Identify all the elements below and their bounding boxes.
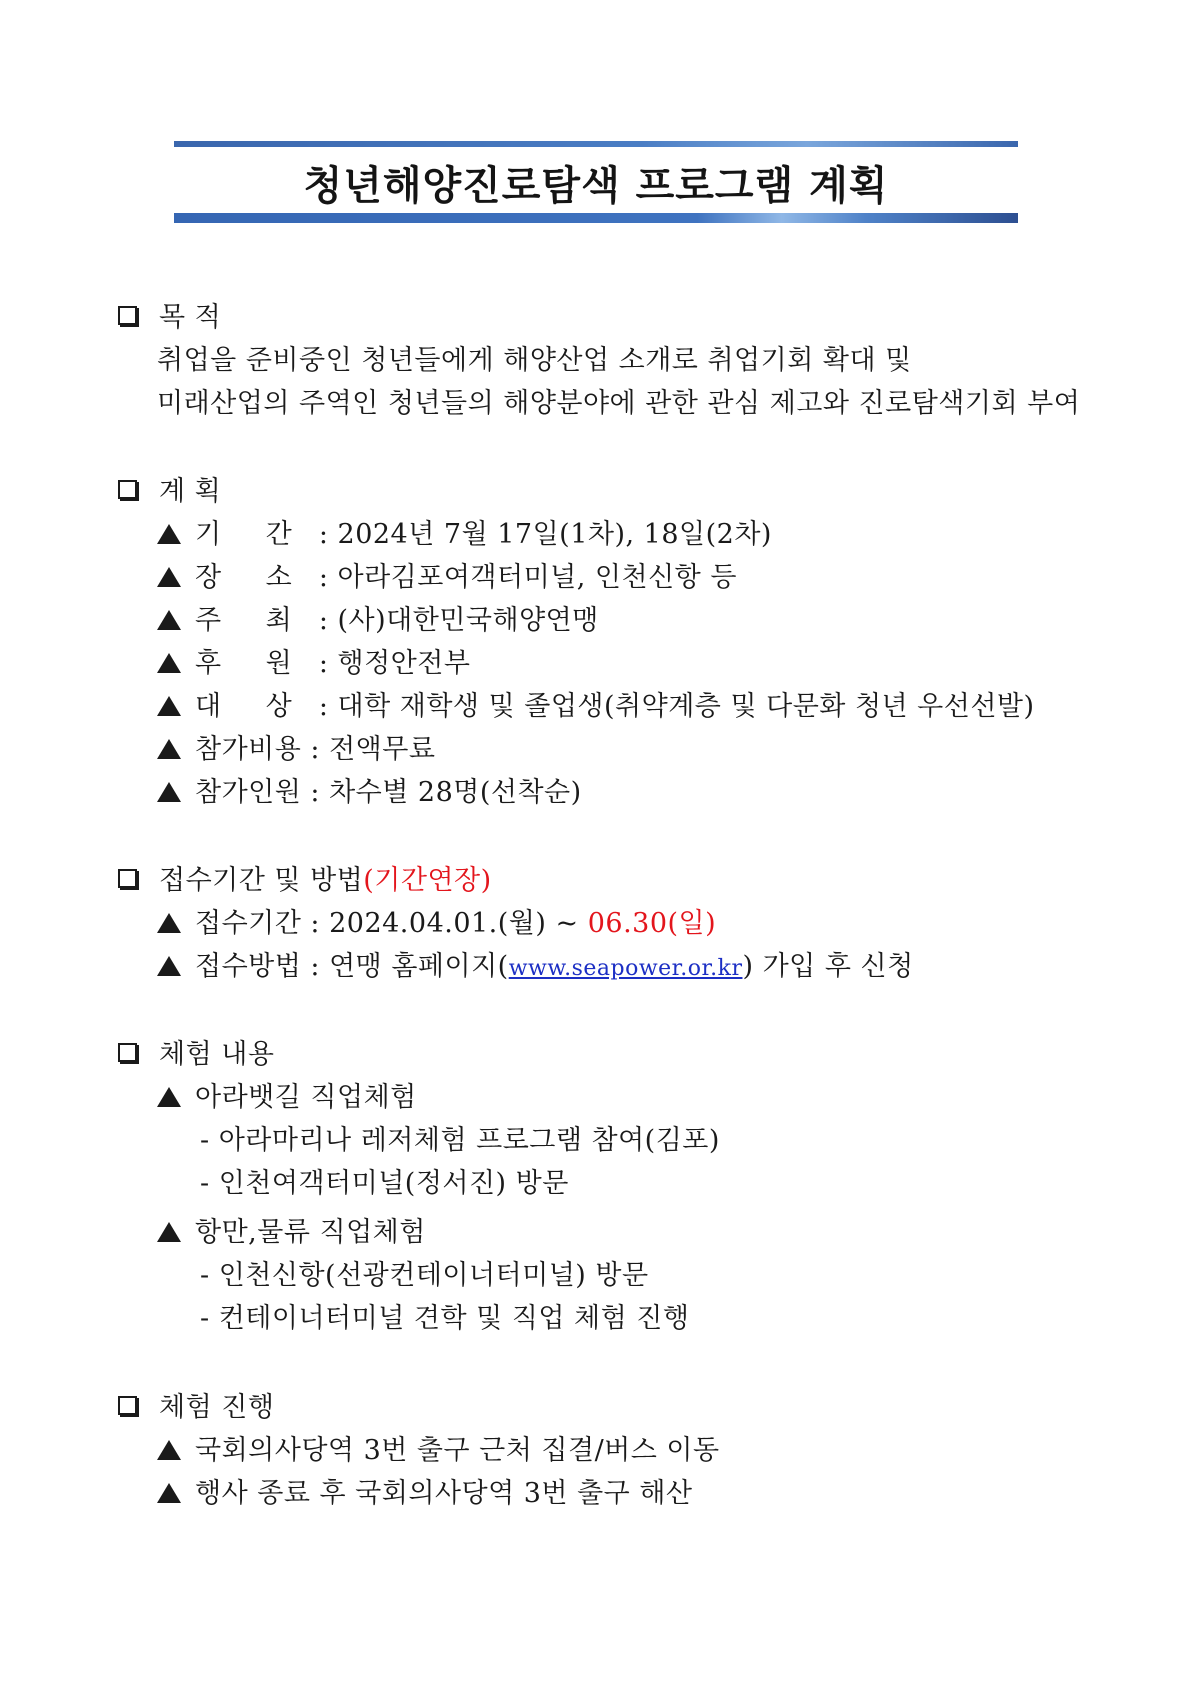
experience-group-1: 아라뱃길 직업체험	[157, 1080, 417, 1116]
checkbox-bullet-icon	[118, 1396, 137, 1415]
registration-period: 접수기간 : 2024.04.01.(월) ~ 06.30(일)	[157, 906, 716, 942]
progress-item-2: 행사 종료 후 국회의사당역 3번 출구 해산	[157, 1476, 693, 1512]
experience-group-2-sub-1: - 인천신항(선광컨테이너터미널) 방문	[200, 1260, 649, 1291]
registration-method: 접수방법 : 연맹 홈페이지(www.seapower.or.kr) 가입 후 신청	[157, 949, 914, 987]
triangle-bullet-icon	[157, 1087, 181, 1107]
checkbox-bullet-icon	[118, 480, 137, 499]
progress-item-1: 국회의사당역 3번 출구 근처 집결/버스 이동	[157, 1433, 720, 1469]
purpose-line-1: 취업을 준비중인 청년들에게 해양산업 소개로 취업기회 확대 및	[157, 345, 912, 376]
plan-item-fee: 참가비용 : 전액무료	[157, 732, 435, 768]
checkbox-bullet-icon	[118, 1043, 137, 1062]
website-link[interactable]: www.seapower.or.kr	[508, 956, 743, 981]
plan-item-target: 대 상 : 대학 재학생 및 졸업생(취약계층 및 다문화 청년 우선선발)	[157, 689, 1035, 725]
triangle-bullet-icon	[157, 1222, 181, 1242]
triangle-bullet-icon	[157, 567, 181, 587]
triangle-bullet-icon	[157, 739, 181, 759]
section-progress-heading: 체험 진행	[118, 1390, 274, 1426]
triangle-bullet-icon	[157, 913, 181, 933]
section-purpose-heading: 목 적	[118, 300, 221, 336]
experience-group-2-sub-2: - 컨테이너터미널 견학 및 직업 체험 진행	[200, 1303, 690, 1334]
triangle-bullet-icon	[157, 610, 181, 630]
plan-item-host: 주 최 : (사)대한민국해양연맹	[157, 603, 599, 639]
checkbox-bullet-icon	[118, 306, 137, 325]
plan-item-place: 장 소 : 아라김포여객터미널, 인천신항 등	[157, 560, 737, 596]
plan-item-sponsor: 후 원 : 행정안전부	[157, 646, 470, 682]
section-experience-heading: 체험 내용	[118, 1037, 274, 1073]
triangle-bullet-icon	[157, 1440, 181, 1460]
title-bar-bottom	[174, 213, 1018, 223]
extension-note: (기간연장)	[363, 865, 492, 896]
purpose-line-2: 미래산업의 주역인 청년들의 해양분야에 관한 관심 제고와 진로탐색기회 부여	[157, 388, 1081, 419]
triangle-bullet-icon	[157, 653, 181, 673]
checkbox-bullet-icon	[118, 869, 137, 888]
experience-group-2: 항만,물류 직업체험	[157, 1215, 426, 1251]
plan-item-period: 기 간 : 2024년 7월 17일(1차), 18일(2차)	[157, 517, 772, 553]
section-registration-heading: 접수기간 및 방법(기간연장)	[118, 863, 492, 899]
page-title: 청년해양진로탐색 프로그램 계획	[303, 162, 889, 209]
triangle-bullet-icon	[157, 524, 181, 544]
experience-group-1-sub-2: - 인천여객터미널(정서진) 방문	[200, 1168, 569, 1199]
section-plan-heading: 계 획	[118, 474, 221, 510]
registration-end-date: 06.30(일)	[587, 908, 717, 939]
title-banner	[174, 141, 1018, 223]
experience-group-1-sub-1: - 아라마리나 레저체험 프로그램 참여(김포)	[200, 1125, 720, 1156]
triangle-bullet-icon	[157, 782, 181, 802]
title-bar-top	[174, 141, 1018, 147]
triangle-bullet-icon	[157, 1483, 181, 1503]
triangle-bullet-icon	[157, 956, 181, 976]
plan-item-capacity: 참가인원 : 차수별 28명(선착순)	[157, 775, 582, 811]
triangle-bullet-icon	[157, 696, 181, 716]
